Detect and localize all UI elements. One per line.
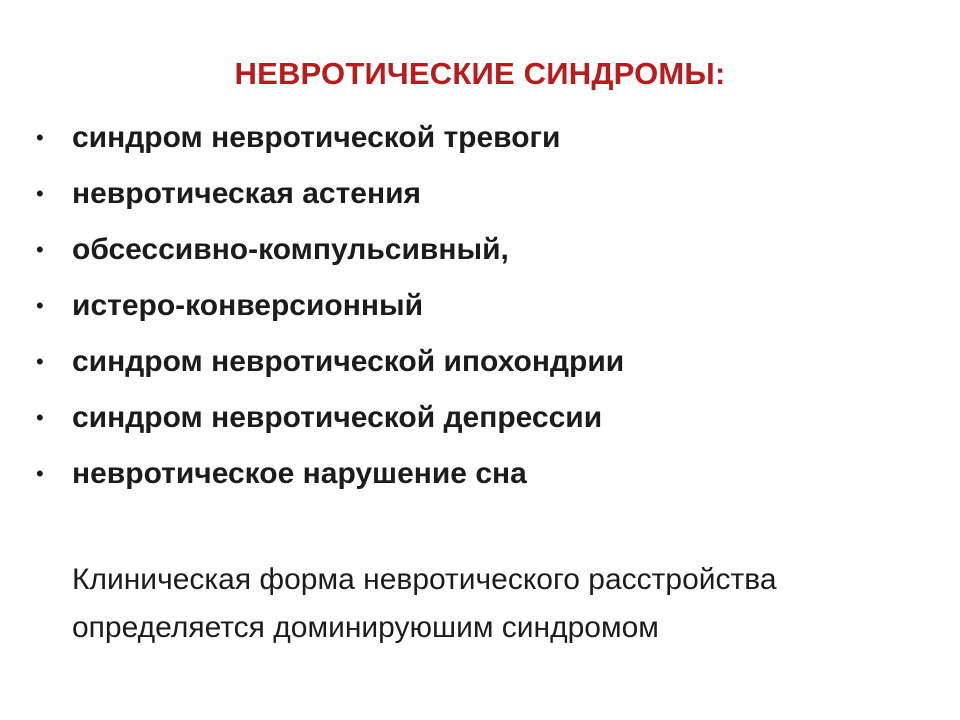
list-item <box>36 110 936 166</box>
bullet-icon: • <box>36 461 44 486</box>
list-item <box>36 166 936 222</box>
bullet-icon: • <box>36 405 44 430</box>
bullet-icon: • <box>36 237 44 262</box>
syndrome-list <box>36 110 936 502</box>
footnote-line-1: Клиническая форма невротического расстройства <box>72 563 777 596</box>
bullet-icon: • <box>36 349 44 374</box>
list-item-text: невротическая астения <box>72 177 422 210</box>
list-item <box>36 390 936 446</box>
list-item-text: невротическое нарушение сна <box>72 457 527 490</box>
slide-title: НЕВРОТИЧЕСКИЕ СИНДРОМЫ: <box>234 56 726 91</box>
list-item <box>36 278 936 334</box>
list-item-text: синдром невротической тревоги <box>72 121 561 154</box>
list-item <box>36 334 936 390</box>
bullet-icon: • <box>36 125 44 150</box>
footnote-line-2: определяется доминируюшим синдромом <box>72 611 659 644</box>
list-item-text: синдром невротической депрессии <box>72 401 603 434</box>
list-item-text: синдром невротической ипохондрии <box>72 345 625 378</box>
list-item <box>36 222 936 278</box>
list-item <box>36 446 936 502</box>
footnote <box>72 556 942 652</box>
list-item-text: истеро-конверсионный <box>72 289 424 322</box>
list-item-text: обсессивно-компульсивный, <box>72 233 509 266</box>
bullet-icon: • <box>36 181 44 206</box>
bullet-icon: • <box>36 293 44 318</box>
